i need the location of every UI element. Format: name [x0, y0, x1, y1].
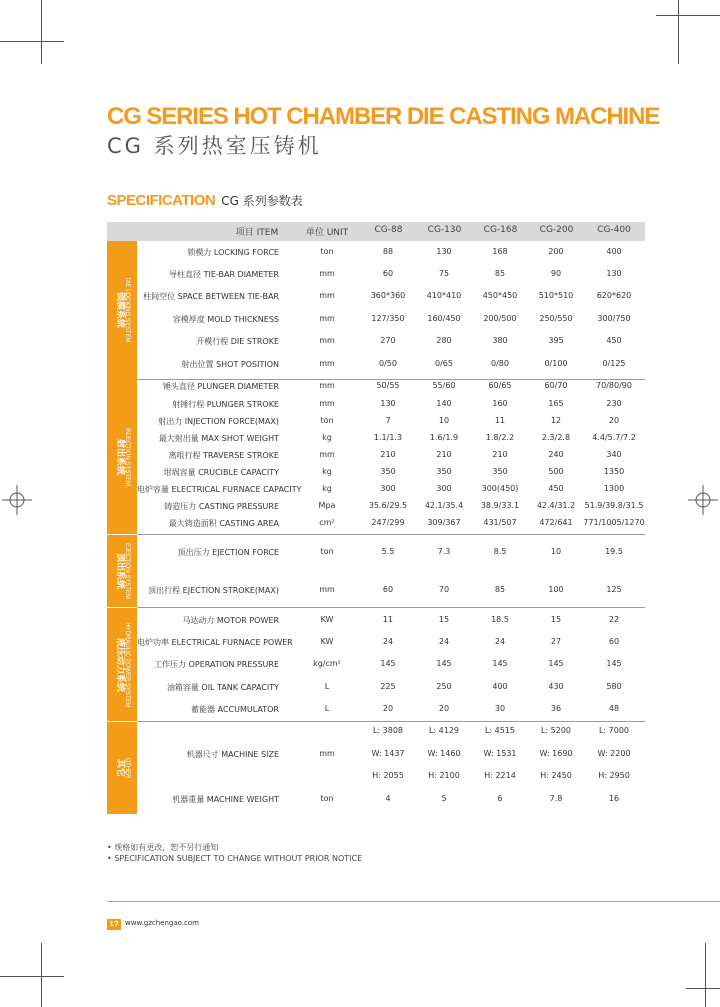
value-cell: 24 — [494, 637, 506, 646]
value-cell: 145 — [548, 659, 564, 668]
value-cell: 450 — [606, 336, 622, 345]
value-cell: 280 — [436, 336, 452, 345]
value-cell: 70 — [438, 585, 450, 594]
value-cell: 430 — [548, 682, 564, 691]
value-cell: 42.4/31.2 — [536, 501, 576, 510]
note-cn: • 规格如有更改，恕不另行通知 — [107, 843, 219, 852]
value-cell: 247/299 — [371, 518, 405, 527]
value-cell: 10 — [438, 416, 450, 425]
row-unit: kg — [322, 433, 332, 442]
page-subtitle: CG 系列热室压铸机 — [107, 134, 322, 158]
row-unit: kg/cm² — [313, 659, 341, 668]
value-cell: 1.8/2.2 — [485, 433, 515, 442]
value-cell: 20 — [438, 704, 450, 713]
section-divider — [137, 534, 645, 535]
value-cell: 35.6/29.5 — [368, 501, 408, 510]
value-cell: 1.6/1.9 — [429, 433, 459, 442]
value-cell: 360*360 — [370, 291, 406, 300]
header-item: 项目 ITEM — [235, 228, 279, 238]
row-label: 机器尺寸 MACHINE SIZE — [186, 750, 279, 759]
value-cell: 270 — [380, 336, 396, 345]
value-cell: 250 — [436, 682, 452, 691]
value-cell: 0/100 — [544, 359, 568, 368]
value-cell: 450*450 — [482, 291, 518, 300]
section-label-cn: 液压动力系统 — [114, 637, 125, 692]
spec-heading — [107, 190, 303, 209]
value-cell: 30 — [494, 704, 506, 713]
value-cell: 7 — [385, 416, 391, 425]
value-cell: 130 — [380, 399, 396, 408]
value-cell: 340 — [606, 450, 622, 459]
value-cell: 350 — [380, 467, 396, 476]
value-cell: 771/1005/1270 — [583, 518, 645, 527]
row-unit: mm — [319, 336, 335, 345]
value-cell: 70/80/90 — [596, 381, 632, 390]
value-cell: 240 — [548, 450, 564, 459]
row-unit: mm — [319, 450, 335, 459]
row-unit: ton — [320, 247, 334, 256]
row-unit: L — [324, 704, 330, 713]
row-unit: ton — [320, 547, 334, 556]
row-label: 坩埚容量 CRUCIBLE CAPACITY — [163, 468, 279, 477]
row-label: 电炉容量 ELECTRICAL FURNACE CAPACITY — [137, 485, 302, 494]
value-cell: 300 — [436, 484, 452, 493]
value-cell: 2.3/2.8 — [541, 433, 571, 442]
value-cell: 145 — [380, 659, 396, 668]
website-link[interactable]: www.gzchengao.com — [125, 919, 199, 927]
value-cell: 130 — [606, 269, 622, 278]
value-cell: 300(450) — [481, 484, 519, 493]
row-label: 离咀行程 TRAVERSE STROKE — [168, 451, 279, 460]
value-cell: 15 — [550, 615, 562, 624]
value-cell: 60/70 — [544, 381, 568, 390]
value-cell: 1350 — [603, 467, 625, 476]
value-cell: 15 — [438, 615, 450, 624]
value-cell: 350 — [436, 467, 452, 476]
section-label-en: EJECTION SYSTEM — [123, 542, 130, 600]
value-cell: 60 — [608, 637, 620, 646]
row-label: 射出力 INJECTION FORCE(MAX) — [158, 417, 279, 426]
row-unit: Mpa — [318, 501, 336, 510]
value-cell: 0/125 — [602, 359, 626, 368]
value-cell: 0/65 — [435, 359, 453, 368]
row-label: 柱间空位 SPACE BETWEEN TIE-BAR — [143, 292, 279, 301]
value-cell: 1300 — [603, 484, 625, 493]
value-cell: 309/367 — [427, 518, 461, 527]
value-cell: 160 — [492, 399, 508, 408]
value-cell: 580 — [606, 682, 622, 691]
value-cell: W: 2200 — [597, 749, 631, 758]
value-cell: 4.4/5.7/7.2 — [592, 433, 636, 442]
value-cell: 7.8 — [549, 794, 563, 803]
row-label: 最大铸造面积 CASTING AREA — [168, 519, 279, 528]
value-cell: 5 — [441, 794, 447, 803]
value-cell: W: 1437 — [371, 749, 405, 758]
row-label: 导柱直径 TIE-BAR DIAMETER — [169, 270, 279, 279]
value-cell: 130 — [436, 247, 452, 256]
spec-heading-cn: CG 系列参数表 — [221, 194, 303, 208]
value-cell: 210 — [436, 450, 452, 459]
section-band-other — [107, 722, 137, 814]
header-model: CG-88 — [374, 225, 403, 235]
section-label-cn: 其它 — [114, 758, 125, 777]
value-cell: 12 — [550, 416, 562, 425]
row-unit: KW — [320, 637, 334, 646]
row-label: 锤头直径 PLUNGER DIAMETER — [162, 382, 279, 391]
row-unit: kg — [322, 484, 332, 493]
row-label: 电炉功率 ELECTRICAL FURNACE POWER — [137, 638, 293, 647]
crop-mark — [705, 943, 706, 1007]
value-cell: L: 5200 — [540, 726, 572, 735]
section-band-ejection — [107, 535, 137, 607]
crop-mark — [0, 976, 64, 977]
value-cell: 0/50 — [379, 359, 397, 368]
value-cell: 200/500 — [483, 314, 517, 323]
value-cell: 6 — [497, 794, 503, 803]
value-cell: 395 — [548, 336, 564, 345]
section-label-en: DIE LOCKING SYSTEM — [123, 277, 130, 343]
page-number: 17 — [107, 919, 121, 930]
value-cell: 16 — [608, 794, 620, 803]
page-title: CG SERIES HOT CHAMBER DIE CASTING MACHINE — [107, 103, 660, 130]
value-cell: 75 — [438, 269, 450, 278]
crop-mark — [678, 0, 679, 64]
section-band-injection — [107, 379, 137, 534]
value-cell: 145 — [606, 659, 622, 668]
value-cell: 51.9/39.8/31.5 — [584, 501, 644, 510]
value-cell: 400 — [606, 247, 622, 256]
row-label: 射锤行程 PLUNGER STROKE — [172, 400, 279, 409]
row-unit: KW — [320, 615, 334, 624]
row-unit: mm — [319, 749, 335, 758]
section-label-en: OTHER — [123, 757, 130, 779]
value-cell: 350 — [492, 467, 508, 476]
value-cell: 60 — [382, 585, 394, 594]
crop-mark — [41, 0, 42, 64]
row-label: 蓄能器 ACCUMULATOR — [191, 705, 279, 714]
value-cell: 431/507 — [483, 518, 517, 527]
header-unit: 单位 UNIT — [305, 228, 349, 238]
value-cell: 620*620 — [596, 291, 632, 300]
value-cell: 38.9/33.1 — [480, 501, 520, 510]
section-band-hydraulic — [107, 608, 137, 721]
section-label-cn: 射出系统 — [114, 438, 125, 475]
row-unit: mm — [319, 291, 335, 300]
value-cell: H: 2214 — [484, 771, 516, 780]
crop-mark — [686, 988, 720, 989]
row-label: 机器重量 MACHINE WEIGHT — [172, 795, 279, 804]
row-label: 油箱容量 OIL TANK CAPACITY — [166, 683, 279, 692]
value-cell: 11 — [494, 416, 506, 425]
value-cell: W: 1690 — [539, 749, 573, 758]
header-model: CG-400 — [597, 225, 631, 235]
row-unit: ton — [320, 416, 334, 425]
value-cell: 100 — [548, 585, 564, 594]
value-cell: W: 1531 — [483, 749, 517, 758]
section-divider — [137, 379, 645, 380]
value-cell: 10 — [550, 547, 562, 556]
value-cell: 5.5 — [381, 547, 395, 556]
crop-mark — [656, 15, 720, 16]
value-cell: 168 — [492, 247, 508, 256]
row-unit: mm — [319, 381, 335, 390]
value-cell: 140 — [436, 399, 452, 408]
section-label-en: INJECTION SYSTEM — [123, 427, 130, 486]
value-cell: 510*510 — [538, 291, 574, 300]
section-label-en: HYDRAULIC POWER SYSTEM — [123, 621, 130, 708]
value-cell: W: 1460 — [427, 749, 461, 758]
value-cell: 145 — [492, 659, 508, 668]
spec-heading-en: SPECIFICATION — [107, 192, 216, 209]
value-cell: 300/750 — [597, 314, 631, 323]
header-model: CG-130 — [427, 225, 462, 235]
value-cell: 380 — [492, 336, 508, 345]
value-cell: 88 — [382, 247, 394, 256]
value-cell: 1.1/1.3 — [373, 433, 403, 442]
value-cell: 24 — [438, 637, 450, 646]
section-divider — [137, 607, 645, 608]
value-cell: 19.5 — [605, 547, 623, 556]
row-label: 射出位置 SHOT POSITION — [181, 360, 279, 369]
value-cell: 7.3 — [437, 547, 451, 556]
row-label: 铸造压力 CASTING PRESSURE — [164, 502, 279, 511]
value-cell: 8.5 — [493, 547, 507, 556]
note-en: • SPECIFICATION SUBJECT TO CHANGE WITHOUT PRIOR NOTICE — [107, 854, 363, 863]
header-model: CG-200 — [539, 225, 574, 235]
value-cell: 20 — [382, 704, 394, 713]
row-label: 顶出行程 EJECTION STROKE(MAX) — [148, 586, 279, 595]
row-label: 顶出压力 EJECTION FORCE — [177, 548, 279, 557]
row-label: 最大射出量 MAX SHOT WEIGHT — [158, 434, 279, 443]
value-cell: 400 — [492, 682, 508, 691]
row-unit: ton — [320, 794, 334, 803]
value-cell: 125 — [606, 585, 622, 594]
footer-rule — [107, 901, 720, 902]
value-cell: 4 — [385, 794, 391, 803]
row-label: 马达动力 MOTOR POWER — [182, 616, 279, 625]
value-cell: 0/80 — [491, 359, 509, 368]
value-cell: 22 — [608, 615, 620, 624]
row-unit: kg — [322, 467, 332, 476]
value-cell: 20 — [608, 416, 620, 425]
value-cell: 127/350 — [371, 314, 405, 323]
value-cell: 36 — [550, 704, 562, 713]
value-cell: H: 2055 — [372, 771, 404, 780]
value-cell: 200 — [548, 247, 564, 256]
value-cell: H: 2450 — [540, 771, 572, 780]
value-cell: 85 — [494, 585, 506, 594]
value-cell: 55/60 — [432, 381, 456, 390]
row-unit: cm² — [319, 518, 335, 527]
value-cell: L: 4515 — [484, 726, 516, 735]
value-cell: 160/450 — [427, 314, 461, 323]
table-header — [107, 222, 645, 241]
row-label: 锁模力 LOCKING FORCE — [187, 248, 279, 257]
crop-mark — [0, 41, 64, 42]
value-cell: 42.1/35.4 — [424, 501, 464, 510]
row-label: 容模厚度 MOLD THICKNESS — [172, 315, 279, 324]
section-divider — [137, 721, 645, 722]
value-cell: 450 — [548, 484, 564, 493]
value-cell: 472/641 — [539, 518, 573, 527]
value-cell: 24 — [382, 637, 394, 646]
row-unit: mm — [319, 585, 335, 594]
value-cell: 60/65 — [488, 381, 512, 390]
row-unit: mm — [319, 359, 335, 368]
value-cell: L: 7000 — [598, 726, 630, 735]
row-label: 工作压力 OPERATION PRESSURE — [154, 660, 279, 669]
row-unit: L — [324, 682, 330, 691]
section-band-die-locking — [107, 241, 137, 379]
crop-mark — [41, 943, 42, 1007]
value-cell: 500 — [548, 467, 564, 476]
value-cell: 145 — [436, 659, 452, 668]
value-cell: 90 — [550, 269, 562, 278]
value-cell: 50/55 — [376, 381, 400, 390]
section-label-cn: 锁模系统 — [114, 291, 125, 329]
row-unit: mm — [319, 399, 335, 408]
row-unit: mm — [319, 269, 335, 278]
registration-mark — [2, 485, 32, 515]
value-cell: H: 2100 — [428, 771, 460, 780]
header-model: CG-168 — [483, 225, 518, 235]
value-cell: 27 — [550, 637, 562, 646]
value-cell: 165 — [548, 399, 564, 408]
section-label-cn: 顶出系统 — [114, 552, 125, 590]
value-cell: 230 — [606, 399, 622, 408]
registration-mark — [688, 485, 718, 515]
value-cell: 250/550 — [539, 314, 573, 323]
value-cell: 48 — [608, 704, 620, 713]
value-cell: L: 3808 — [372, 726, 404, 735]
value-cell: 225 — [380, 682, 396, 691]
value-cell: 18.5 — [491, 615, 509, 624]
value-cell: 85 — [494, 269, 506, 278]
value-cell: 210 — [492, 450, 508, 459]
row-label: 开模行程 DIE STROKE — [196, 337, 279, 346]
value-cell: 60 — [382, 269, 394, 278]
value-cell: L: 4129 — [428, 726, 460, 735]
value-cell: H: 2950 — [598, 771, 630, 780]
value-cell: 410*410 — [426, 291, 462, 300]
value-cell: 300 — [380, 484, 396, 493]
row-unit: mm — [319, 314, 335, 323]
value-cell: 11 — [382, 615, 394, 624]
value-cell: 210 — [380, 450, 396, 459]
